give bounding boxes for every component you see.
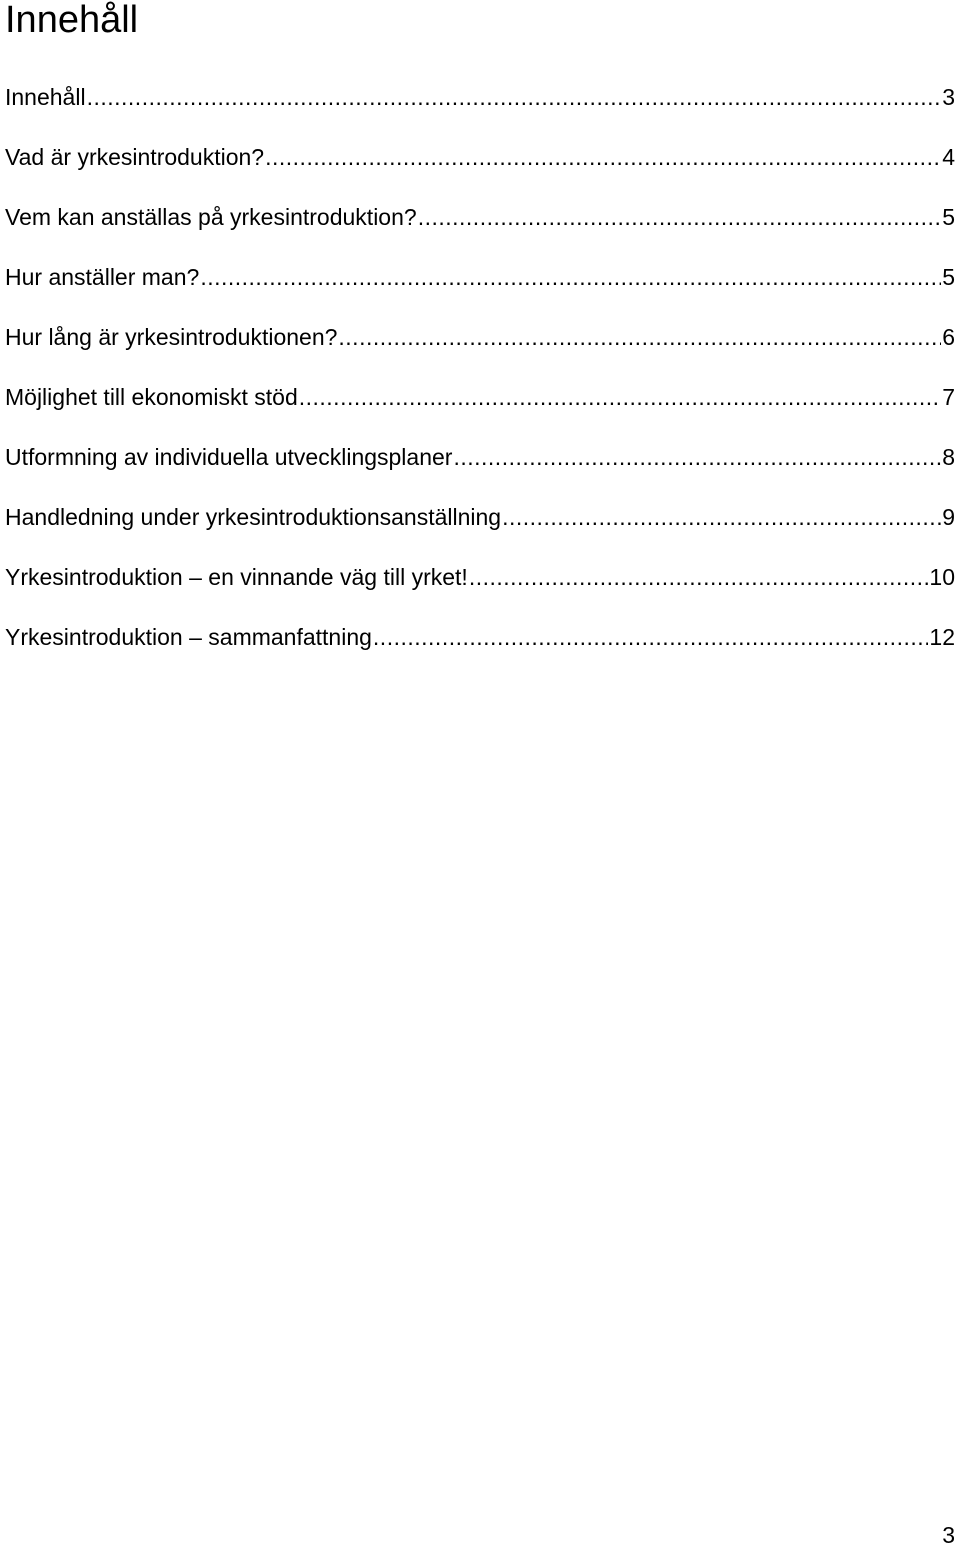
toc-entry-page: 9 <box>942 504 955 530</box>
toc-dot-leader <box>87 82 942 112</box>
toc-entry-page: 5 <box>942 264 955 290</box>
toc-entry-page: 4 <box>942 144 955 170</box>
toc-entry-hur-lang[interactable] <box>5 322 955 382</box>
toc-entry-title: Hur anställer man? <box>5 264 200 290</box>
toc-entry-title: Yrkesintroduktion – sammanfattning <box>5 624 372 650</box>
table-of-contents <box>5 82 955 682</box>
toc-dot-leader <box>338 322 941 352</box>
toc-entry-title: Yrkesintroduktion – en vinnande väg till yrket! <box>5 564 468 590</box>
toc-entry-sammanfattning[interactable] <box>5 622 955 682</box>
toc-dot-leader <box>299 382 941 412</box>
toc-dot-leader <box>265 142 941 172</box>
toc-dot-leader <box>418 202 942 232</box>
toc-entry-page: 10 <box>929 564 955 590</box>
toc-entry-page: 3 <box>942 84 955 110</box>
toc-dot-leader <box>469 562 929 592</box>
toc-entry-title: Handledning under yrkesintroduktionsanställning <box>5 504 502 530</box>
toc-entry-title: Möjlighet till ekonomiskt stöd <box>5 384 298 410</box>
page-number: 3 <box>942 1522 955 1548</box>
toc-entry-page: 7 <box>942 384 955 410</box>
toc-dot-leader <box>373 622 928 652</box>
toc-entry-vinnande-vag[interactable] <box>5 562 955 622</box>
toc-dot-leader <box>453 442 941 472</box>
toc-entry-page: 8 <box>942 444 955 470</box>
toc-entry-title: Vad är yrkesintroduktion? <box>5 144 265 170</box>
toc-dot-leader <box>200 262 941 292</box>
toc-entry-innehall[interactable] <box>5 82 955 142</box>
toc-entry-page: 5 <box>942 204 955 230</box>
toc-entry-utvecklingsplaner[interactable] <box>5 442 955 502</box>
toc-entry-vem-kan-anstallas[interactable] <box>5 202 955 262</box>
toc-entry-title: Utformning av individuella utvecklingsplaner <box>5 444 453 470</box>
toc-entry-title: Vem kan anställas på yrkesintroduktion? <box>5 204 417 230</box>
toc-entry-title: Innehåll <box>5 84 86 110</box>
toc-entry-handledning[interactable] <box>5 502 955 562</box>
toc-entry-page: 6 <box>942 324 955 350</box>
toc-entry-hur-anstaller-man[interactable] <box>5 262 955 322</box>
toc-entry-title: Hur lång är yrkesintroduktionen? <box>5 324 338 350</box>
toc-entry-vad-ar-yrkesintroduktion[interactable] <box>5 142 955 202</box>
page-title: Innehåll <box>5 0 139 41</box>
toc-dot-leader <box>502 502 941 532</box>
toc-entry-page: 12 <box>929 624 955 650</box>
toc-entry-ekonomiskt-stod[interactable] <box>5 382 955 442</box>
